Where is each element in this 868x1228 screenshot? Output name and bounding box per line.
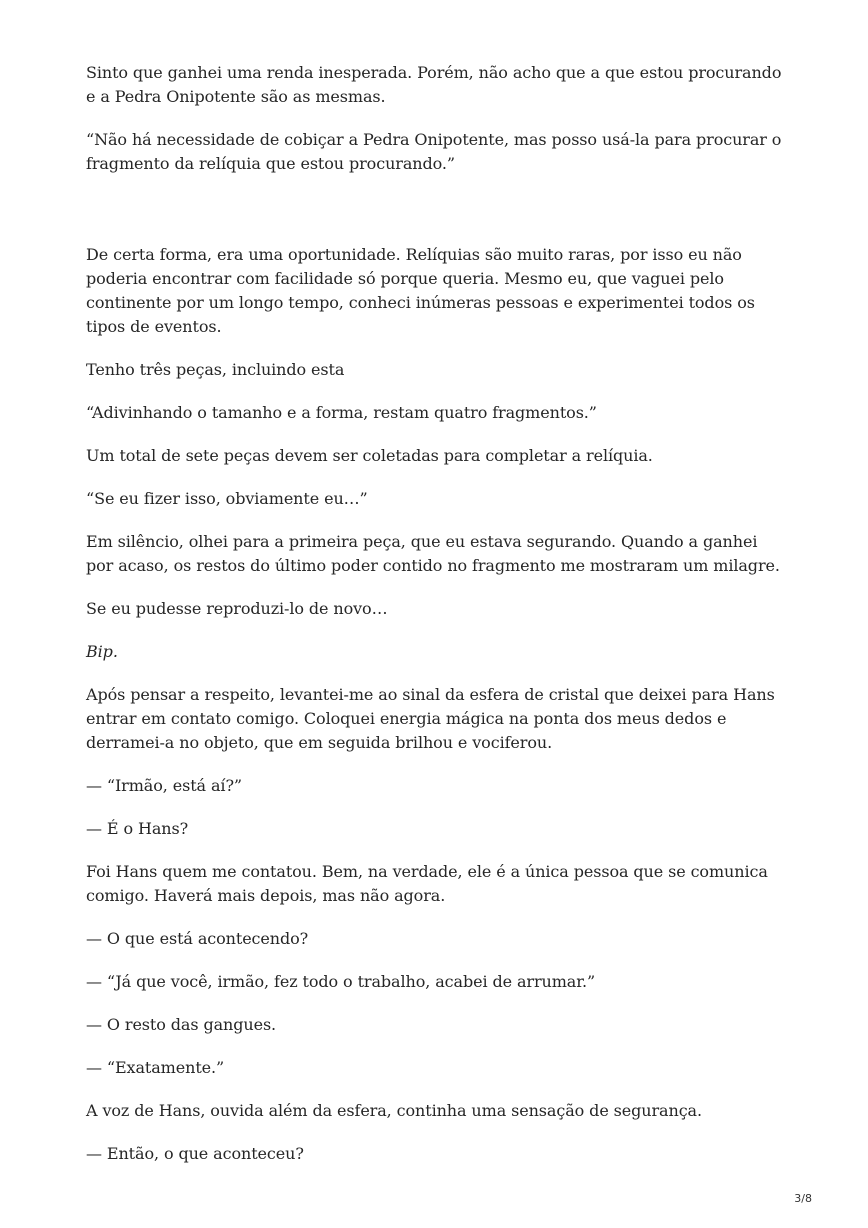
paragraph: Tenho três peças, incluindo esta xyxy=(86,360,345,379)
paragraph: Após pensar a respeito, levantei-me ao sinal da esfera de cristal que deixei para Hans entrar em contato comigo. Coloquei energia mágica na ponta dos meus dedos e derramei-a no objeto, que em seguida brilhou e vociferou. xyxy=(86,685,775,752)
dialogue-line: — “Irmão, está aí?” xyxy=(86,776,242,795)
paragraph: “Não há necessidade de cobiçar a Pedra Onipotente, mas posso usá-la para procurar o fragmento da relíquia que estou procurando.” xyxy=(86,130,782,173)
dialogue-line: — Então, o que aconteceu? xyxy=(86,1144,304,1163)
paragraph: Se eu pudesse reproduzi-lo de novo… xyxy=(86,599,388,618)
paragraph: “Se eu fizer isso, obviamente eu…” xyxy=(86,489,368,508)
paragraph: Um total de sete peças devem ser coletadas para completar a relíquia. xyxy=(86,446,653,465)
paragraph: Em silêncio, olhei para a primeira peça, que eu estava segurando. Quando a ganhei por acaso, os restos do último poder contido no fragmento me mostraram um milagre. xyxy=(86,532,780,575)
dialogue-line: — “Já que você, irmão, fez todo o trabalho, acabei de arrumar.” xyxy=(86,972,596,991)
paragraph: A voz de Hans, ouvida além da esfera, continha uma sensação de segurança. xyxy=(86,1101,702,1120)
paragraph: Foi Hans quem me contatou. Bem, na verdade, ele é a única pessoa que se comunica comigo. Haverá mais depois, mas não agora. xyxy=(86,862,768,905)
paragraph: Sinto que ganhei uma renda inesperada. Porém, não acho que a que estou procurando e a Pedra Onipotente são as mesmas. xyxy=(86,63,782,106)
paragraph-italic xyxy=(86,640,786,664)
italic-text: Bip. xyxy=(86,642,118,661)
dialogue-line: — O resto das gangues. xyxy=(86,1015,277,1034)
paragraph: De certa forma, era uma oportunidade. Relíquias são muito raras, por isso eu não poderia encontrar com facilidade só porque queria. Mesmo eu, que vaguei pelo continente por um longo tempo, conheci inúmeras pessoas e experimentei todos os tipos de eventos. xyxy=(86,245,755,336)
dialogue-line: — “Exatamente.” xyxy=(86,1058,225,1077)
dialogue-line: — É o Hans? xyxy=(86,819,189,838)
dialogue-line: — O que está acontecendo? xyxy=(86,929,309,948)
page-number: 3/8 xyxy=(794,1192,812,1205)
paragraph: “Adivinhando o tamanho e a forma, restam quatro fragmentos.” xyxy=(86,403,597,422)
document-body xyxy=(86,61,786,1185)
